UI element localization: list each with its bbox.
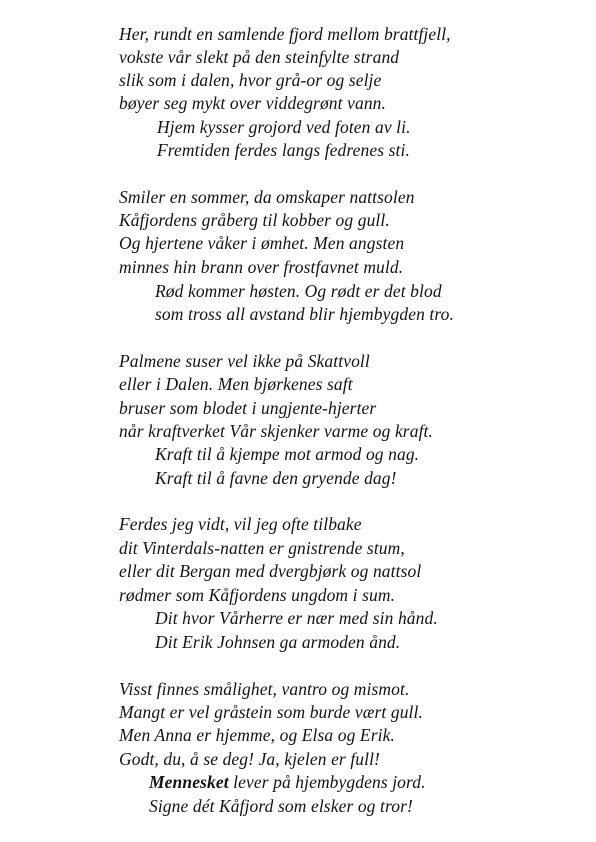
poem-line: Palmene suser vel ikke på Skattvoll bbox=[119, 351, 370, 371]
poem-line: Signe dét Kåfjord som elsker og tror! bbox=[149, 796, 413, 816]
poem-line: Fremtiden ferdes langs fedrenes sti. bbox=[157, 140, 410, 160]
poem-line: Godt, du, å se deg! Ja, kjelen er full! bbox=[119, 749, 380, 769]
poem-line: eller i Dalen. Men bjørkenes saft bbox=[119, 374, 353, 394]
poem-line: dit Vinterdals-natten er gnistrende stum, bbox=[119, 538, 405, 558]
poem-line: Smiler en sommer, da omskaper nattsolen bbox=[119, 187, 415, 207]
poem-line: minnes hin brann over frostfavnet muld. bbox=[119, 257, 404, 277]
poem-bold-word: Mennesket bbox=[149, 772, 229, 792]
poem-line: Her, rundt en samlende fjord mellom brattfjell, bbox=[119, 24, 451, 44]
poem-line: Men Anna er hjemme, og Elsa og Erik. bbox=[119, 725, 395, 745]
poem-line: når kraftverket Vår skjenker varme og kraft. bbox=[119, 421, 433, 441]
poem-line: Dit Erik Johnsen ga armoden ånd. bbox=[155, 632, 401, 652]
poem-line: Ferdes jeg vidt, vil jeg ofte tilbake bbox=[119, 514, 362, 534]
poem-line: vokste vår slekt på den steinfylte strand bbox=[119, 47, 400, 67]
poem-line: Kåfjordens gråberg til kobber og gull. bbox=[119, 210, 390, 230]
poem-line-rest: lever på hjembygdens jord. bbox=[233, 772, 426, 792]
poem-line: Kraft til å favne den gryende dag! bbox=[155, 468, 397, 488]
poem-line: som tross all avstand blir hjembygden tro. bbox=[155, 304, 454, 324]
poem-line: Visst finnes smålighet, vantro og mismot. bbox=[119, 679, 410, 699]
poem-line: eller dit Bergan med dvergbjørk og nattsol bbox=[119, 561, 422, 581]
poem-line: Dit hvor Vårherre er nær med sin hånd. bbox=[155, 608, 438, 628]
poem-line: Kraft til å kjempe mot armod og nag. bbox=[155, 444, 420, 464]
poem-line: Mangt er vel gråstein som burde vært gull. bbox=[119, 702, 423, 722]
poem-line: slik som i dalen, hvor grå-or og selje bbox=[119, 70, 382, 90]
poem-line: rødmer som Kåfjordens ungdom i sum. bbox=[119, 585, 396, 605]
poem-line: bøyer seg mykt over viddegrønt vann. bbox=[119, 93, 386, 113]
poem-line: Hjem kysser grojord ved foten av li. bbox=[157, 117, 411, 137]
poem-line bbox=[149, 771, 426, 793]
poem-line: Rød kommer høsten. Og rødt er det blod bbox=[155, 281, 442, 301]
poem-line: bruser som blodet i ungjente-hjerter bbox=[119, 398, 377, 418]
poem-line: Og hjertene våker i ømhet. Men angsten bbox=[119, 233, 405, 253]
